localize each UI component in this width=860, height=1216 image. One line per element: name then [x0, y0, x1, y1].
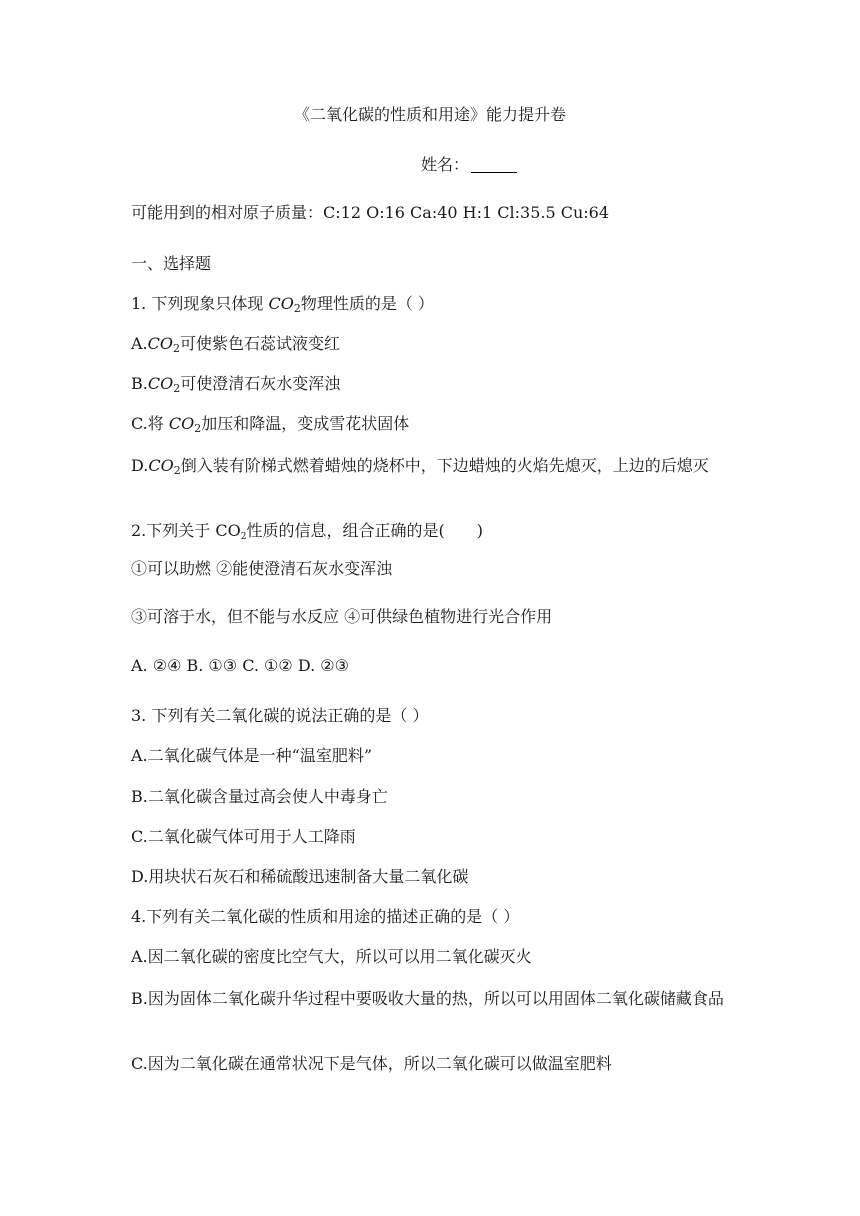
question-4-option-b: B.因为固体二氧化碳升华过程中要吸收大量的热，所以可以用固体二氧化碳储藏食品 — [131, 989, 724, 1008]
co2-formula: $CO_2$ — [147, 374, 181, 395]
question-3-option-c: C.二氧化碳气体可用于人工降雨 — [131, 827, 356, 846]
atomic-mass-note: 可能用到的相对原子质量：C:12 O:16 Ca:40 H:1 Cl:35.5 Cu:64 — [131, 203, 610, 222]
question-4-option-a: A.因二氧化碳的密度比空气大，所以可以用二氧化碳灭火 — [131, 947, 532, 966]
question-1-option-b: $B.CO_2$可使澄清石灰水变浑浊 — [131, 374, 341, 395]
question-3-option-a: A.二氧化碳气体是一种“温室肥料” — [131, 746, 373, 765]
question-2-statements-2: ③可溶于水，但不能与水反应 ④可供绿色植物进行光合作用 — [131, 607, 553, 626]
question-3-stem: 3. 下列有关二氧化碳的说法正确的是（ ） — [131, 706, 429, 725]
question-2-stem: 2.下列关于 $CO_2$性质的信息，组合正确的是( ) — [131, 521, 483, 542]
question-4-stem: 4.下列有关二氧化碳的性质和用途的描述正确的是（ ） — [131, 907, 520, 926]
name-field — [421, 154, 517, 176]
question-3-option-b: B.二氧化碳含量过高会使人中毒身亡 — [131, 787, 388, 806]
question-3-option-d: D.用块状石灰石和稀硫酸迅速制备大量二氧化碳 — [131, 867, 469, 886]
co2-formula: $CO_2$ — [168, 414, 202, 435]
question-2-options: A. ②④ B. ①③ C. ①② D. ②③ — [131, 656, 349, 675]
co2-formula: $CO_2$ — [148, 456, 181, 477]
co2-formula: $CO_2$ — [268, 294, 301, 315]
question-1-stem: 1. 下列现象只体现 $CO_2$物理性质的是（ ） — [131, 294, 434, 315]
question-1-option-c: C.将 $CO_2$加压和降温，变成雪花状固体 — [131, 414, 410, 435]
question-2-statements-1: ①可以助燃 ②能使澄清石灰水变浑浊 — [131, 559, 393, 578]
question-4-option-c: C.因为二氧化碳在通常状况下是气体，所以二氧化碳可以做温室肥料 — [131, 1054, 612, 1073]
name-label: 姓名： — [421, 155, 470, 174]
name-blank[interactable] — [471, 156, 517, 173]
question-1-option-d: $D.CO_2$倒入装有阶梯式燃着蜡烛的烧杯中，下边蜡烛的火焰先熄灭，上边的后熄灭 — [131, 456, 709, 477]
question-1-option-a: $A.CO_2$可使紫色石蕊试液变红 — [131, 334, 341, 355]
page-title: 《二氧化碳的性质和用途》能力提升卷 — [293, 105, 566, 124]
section-heading: 一、选择题 — [131, 254, 212, 273]
co2-formula: $CO_2$ — [147, 334, 180, 355]
